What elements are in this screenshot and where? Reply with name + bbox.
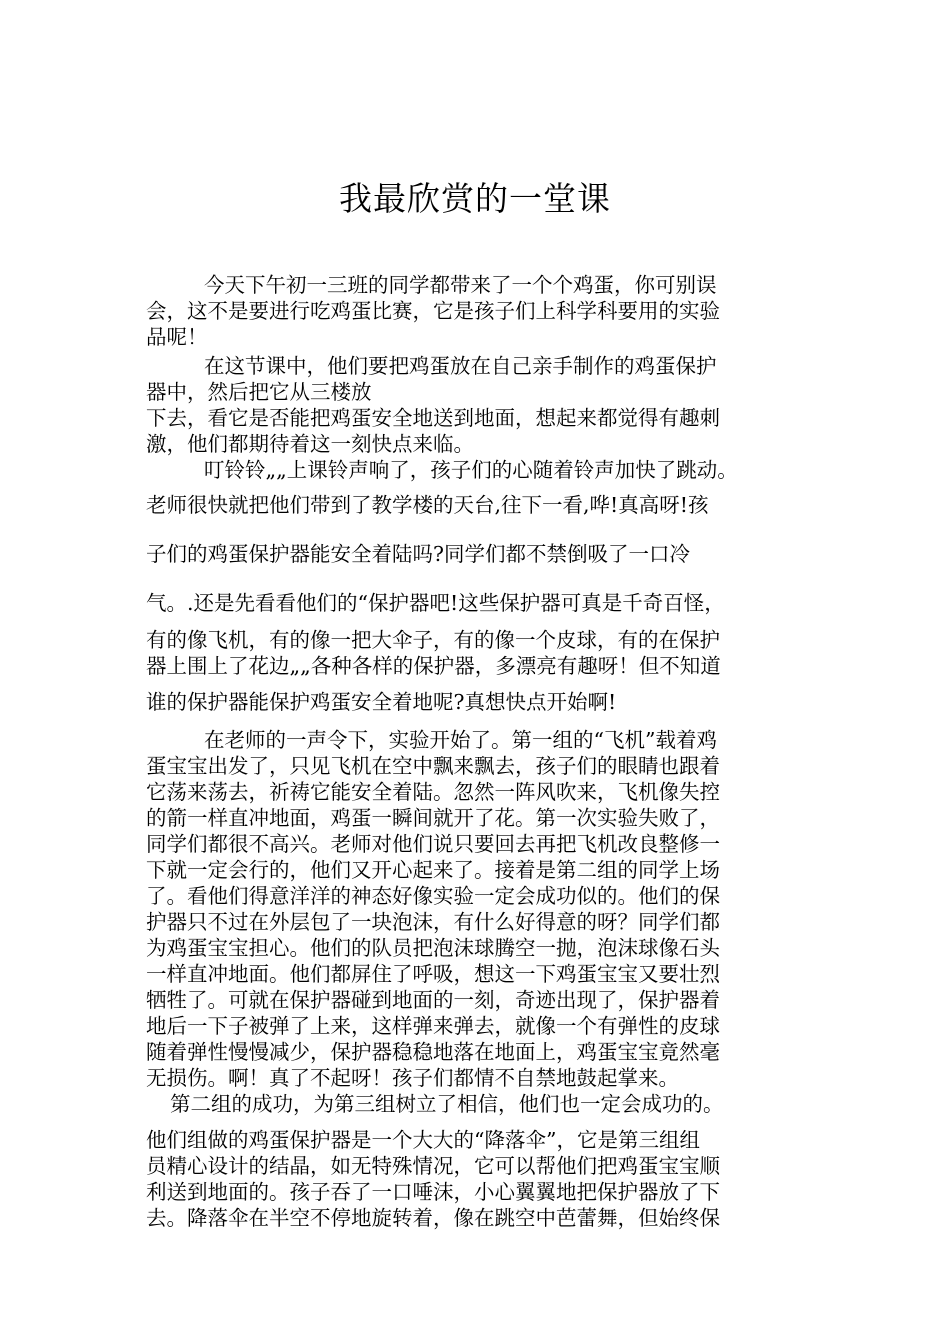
- text-line: 去。降落伞在半空不停地旋转着，像在跳空中芭蕾舞，但始终保: [146, 1206, 720, 1230]
- text-line: 同学们都很不高兴。老师对他们说只要回去再把飞机改良整修一: [146, 832, 720, 856]
- text-line: 一样直冲地面。他们都屏住了呼吸，想这一下鸡蛋宝宝又要壮烈: [146, 962, 720, 986]
- text-line: 谁的保护器能保护鸡蛋安全着地呢?真想快点开始啊!: [146, 690, 617, 714]
- text-line: 在这节课中，他们要把鸡蛋放在自己亲手制作的鸡蛋保护: [204, 354, 717, 378]
- text-line: 子们的鸡蛋保护器能安全着陆吗?同学们都不禁倒吸了一口冷: [146, 542, 690, 566]
- text-line: 下去，看它是否能把鸡蛋安全地送到地面，想起来都觉得有趣刺: [146, 406, 720, 430]
- text-line: 无损伤。啊！真了不起呀！孩子们都情不自禁地鼓起掌来。: [146, 1066, 679, 1090]
- text-line: 激，他们都期待着这一刻快点来临。: [146, 432, 474, 456]
- text-line: 会，这不是要进行吃鸡蛋比赛，它是孩子们上科学科要用的实验: [146, 299, 720, 323]
- text-line: 护器只不过在外层包了一块泡沫，有什么好得意的呀？同学们都: [146, 910, 720, 934]
- page-title: 我最欣赏的一堂课: [339, 179, 611, 218]
- text-line: 牺牲了。可就在保护器碰到地面的一刻，奇迹出现了，保护器着: [146, 988, 720, 1012]
- text-line: 气。.还是先看看他们的“保护器吧!这些保护器可真是千奇百怪，: [146, 591, 725, 615]
- text-line: 叮铃铃„„上课铃声响了，孩子们的心随着铃声加快了跳动。: [204, 458, 738, 482]
- text-line: 利送到地面的。孩子吞了一口唾沫，小心翼翼地把保护器放了下: [146, 1180, 720, 1204]
- text-line: 的箭一样直冲地面，鸡蛋一瞬间就开了花。第一次实验失败了，: [146, 806, 720, 830]
- text-line: 它荡来荡去，祈祷它能安全着陆。忽然一阵风吹来，飞机像失控: [146, 780, 720, 804]
- text-line: 今天下午初一三班的同学都带来了一个个鸡蛋，你可别误: [204, 273, 717, 297]
- text-line: 了。看他们得意洋洋的神态好像实验一定会成功似的。他们的保: [146, 884, 720, 908]
- text-line: 为鸡蛋宝宝担心。他们的队员把泡沫球腾空一抛，泡沫球像石头: [146, 936, 720, 960]
- text-line: 器中，然后把它从三楼放: [146, 380, 372, 404]
- text-line: 他们组做的鸡蛋保护器是一个大大的“降落伞”，它是第三组组: [146, 1128, 700, 1152]
- text-line: 在老师的一声令下，实验开始了。第一组的“飞机”载着鸡: [204, 728, 717, 752]
- text-line: 地后一下子被弹了上来，这样弹来弹去，就像一个有弹性的皮球: [146, 1014, 720, 1038]
- text-line: 蛋宝宝出发了，只见飞机在空中飘来飘去，孩子们的眼睛也跟着: [146, 754, 720, 778]
- text-line: 下就一定会行的，他们又开心起来了。接着是第二组的同学上场: [146, 858, 720, 882]
- text-line: 品呢！: [146, 325, 208, 349]
- text-line: 老师很快就把他们带到了教学楼的天台,往下一看,哗!真高呀!孩: [146, 493, 709, 517]
- text-line: 员精心设计的结晶，如无特殊情况，它可以帮他们把鸡蛋宝宝顺: [146, 1154, 720, 1178]
- text-line: 有的像飞机，有的像一把大伞子，有的像一个皮球，有的在保护: [146, 628, 720, 652]
- text-line: 第二组的成功，为第三组树立了相信，他们也一定会成功的。: [170, 1092, 724, 1116]
- text-line: 器上围上了花边„„各种各样的保护器，多漂亮有趣呀！但不知道: [146, 654, 721, 678]
- text-line: 随着弹性慢慢减少，保护器稳稳地落在地面上，鸡蛋宝宝竟然毫: [146, 1040, 720, 1064]
